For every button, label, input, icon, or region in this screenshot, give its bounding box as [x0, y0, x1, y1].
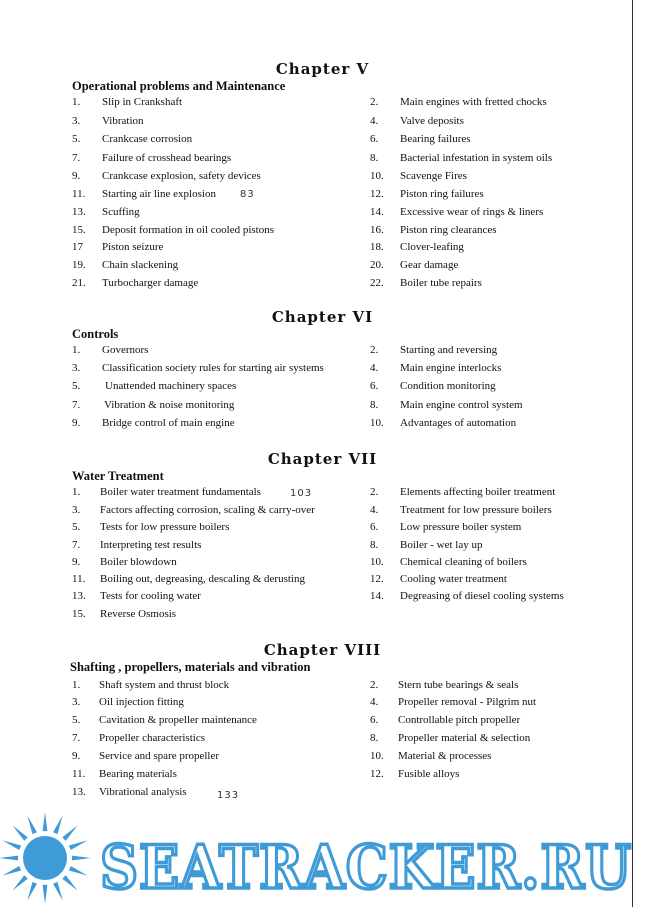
item-text: Vibration & noise monitoring: [104, 399, 235, 411]
sun-icon: [0, 810, 645, 907]
chapter-vi-title: Chapter VI: [271, 308, 374, 326]
chapter-v-title: Chapter V: [275, 60, 370, 78]
list-row: [0, 417, 645, 435]
list-row: [0, 344, 645, 362]
item-text: Starting and reversing: [400, 344, 498, 356]
item-number: 8.: [370, 732, 379, 744]
handwritten-page-note: 83: [240, 189, 255, 200]
item-number: 5.: [72, 380, 81, 392]
list-row: [0, 152, 645, 170]
list-row: [0, 714, 645, 732]
sun-ray: [12, 825, 27, 840]
item-text: Tests for low pressure boilers: [100, 521, 230, 533]
watermark-text: SEATRACKER.RU: [100, 833, 632, 903]
item-number: 15.: [72, 224, 86, 236]
item-text: Boiler blowdown: [100, 556, 177, 568]
item-number: 4.: [370, 362, 379, 374]
sun-ray: [62, 875, 77, 890]
item-text: Fusible alloys: [398, 768, 460, 780]
item-number: 1.: [72, 486, 81, 498]
sun-ray: [43, 812, 48, 831]
item-number: 5.: [72, 521, 81, 533]
item-text: Vibration: [102, 115, 144, 127]
item-number: 3.: [72, 115, 81, 127]
item-number: 2.: [370, 96, 379, 108]
item-number: 10.: [370, 417, 384, 429]
item-text: Elements affecting boiler treatment: [400, 486, 556, 498]
sun-ray: [69, 866, 88, 876]
list-row: [0, 399, 645, 417]
item-number: 19.: [72, 259, 86, 271]
item-text: Propeller characteristics: [99, 732, 205, 744]
item-number: 14.: [370, 206, 384, 218]
item-number: 1.: [72, 96, 81, 108]
list-row: [0, 362, 645, 380]
item-text: Crankcase corrosion: [102, 133, 193, 145]
item-number: 3.: [72, 362, 81, 374]
item-number: 1.: [72, 344, 81, 356]
item-number: 6.: [370, 521, 379, 533]
chapter-vii-title: Chapter VII: [267, 450, 378, 468]
list-row: [0, 486, 645, 504]
item-number: 5.: [72, 714, 81, 726]
chapter-v-heading: Operational problems and Maintenance: [72, 79, 286, 93]
handwritten-page-note: 133: [217, 790, 240, 801]
list-row: [0, 224, 645, 242]
sun-ray: [3, 866, 22, 876]
item-text: Tests for cooling water: [100, 590, 201, 602]
item-number: 12.: [370, 768, 384, 780]
sun-ray: [12, 875, 27, 890]
item-number: 20.: [370, 259, 384, 271]
item-text: Starting air line explosion: [102, 188, 216, 200]
item-number: 10.: [370, 170, 384, 182]
sun-ray: [27, 882, 37, 901]
item-text: Valve deposits: [400, 115, 464, 127]
item-number: 11.: [72, 768, 86, 780]
item-text: Governors: [102, 344, 149, 356]
item-text: Shaft system and thrust block: [99, 679, 230, 691]
list-row: [0, 206, 645, 224]
sun-ray: [53, 882, 63, 901]
sun-ray: [72, 856, 91, 861]
item-number: 9.: [72, 417, 81, 429]
item-number: 3.: [72, 504, 81, 516]
item-text: Material & processes: [398, 750, 492, 762]
list-row: [0, 539, 645, 557]
item-text: Service and spare propeller: [99, 750, 220, 762]
item-text: Gear damage: [400, 259, 459, 271]
item-text: Failure of crosshead bearings: [102, 152, 232, 164]
list-row: [0, 786, 645, 804]
item-text: Bridge control of main engine: [102, 417, 235, 429]
item-number: 4.: [370, 696, 379, 708]
list-row: [0, 115, 645, 133]
item-number: 9.: [72, 556, 81, 568]
item-number: 9.: [72, 750, 81, 762]
list-row: [0, 556, 645, 574]
item-number: 7.: [72, 152, 81, 164]
list-row: [0, 590, 645, 608]
sun-ray: [69, 840, 88, 850]
item-number: 17: [72, 241, 83, 253]
item-text: Scuffing: [102, 206, 140, 218]
item-text: Bearing materials: [99, 768, 177, 780]
chapter-viii-title: Chapter VIII: [263, 641, 382, 659]
item-text: Stern tube bearings & seals: [398, 679, 519, 691]
list-row: [0, 750, 645, 768]
sun-ray: [43, 885, 48, 904]
list-row: [0, 696, 645, 714]
item-number: 6.: [370, 380, 379, 392]
item-text: Slip in Crankshaft: [102, 96, 183, 108]
sun-ray: [27, 816, 37, 835]
item-text: Controllable pitch propeller: [398, 714, 521, 726]
item-text: Cavitation & propeller maintenance: [99, 714, 257, 726]
item-text: Piston seizure: [102, 241, 164, 253]
sun-ray: [62, 825, 77, 840]
sun-ray: [0, 856, 18, 861]
list-row: [0, 573, 645, 591]
item-number: 5.: [72, 133, 81, 145]
item-text: Interpreting test results: [100, 539, 202, 551]
item-text: Excessive wear of rings & liners: [400, 206, 544, 218]
item-text: Treatment for low pressure boilers: [400, 504, 552, 516]
item-text: Piston ring failures: [400, 188, 484, 200]
item-text: Boiler water treatment fundamentals: [100, 486, 261, 498]
item-text: Chemical cleaning of boilers: [400, 556, 527, 568]
item-number: 11.: [72, 573, 86, 585]
item-text: Boiler tube repairs: [400, 277, 482, 289]
item-text: Cooling water treatment: [400, 573, 507, 585]
item-text: Main engine control system: [400, 399, 523, 411]
handwritten-page-note: 103: [290, 488, 313, 499]
chapter-vii-heading: Water Treatment: [72, 469, 164, 483]
item-text: Degreasing of diesel cooling systems: [400, 590, 564, 602]
item-text: Crankcase explosion, safety devices: [102, 170, 261, 182]
item-number: 11.: [72, 188, 86, 200]
item-number: 2.: [370, 344, 379, 356]
list-row: [0, 241, 645, 259]
list-row: [0, 768, 645, 786]
list-row: [0, 277, 645, 295]
list-row: [0, 96, 645, 114]
list-row: [0, 608, 645, 626]
item-text: Bearing failures: [400, 133, 471, 145]
item-number: 12.: [370, 188, 384, 200]
item-number: 16.: [370, 224, 384, 236]
list-row: [0, 380, 645, 398]
item-number: 8.: [370, 539, 379, 551]
item-number: 12.: [370, 573, 384, 585]
list-row: [0, 679, 645, 697]
item-number: 8.: [370, 152, 379, 164]
item-number: 15.: [72, 608, 86, 620]
item-text: Classification society rules for starting air systems: [102, 362, 324, 374]
watermark: [0, 810, 645, 907]
item-text: Clover-leafing: [400, 241, 464, 253]
item-number: 10.: [370, 556, 384, 568]
item-number: 13.: [72, 206, 86, 218]
sun-ray: [3, 840, 22, 850]
item-number: 14.: [370, 590, 384, 602]
item-number: 6.: [370, 133, 379, 145]
item-text: Main engines with fretted chocks: [400, 96, 547, 108]
item-number: 8.: [370, 399, 379, 411]
item-number: 13.: [72, 590, 86, 602]
item-text: Factors affecting corrosion, scaling & carry-over: [100, 504, 315, 516]
list-row: [0, 188, 645, 206]
item-text: Vibrational analysis: [99, 786, 187, 798]
item-text: Boiling out, degreasing, descaling & derusting: [100, 573, 305, 585]
item-text: Turbocharger damage: [102, 277, 199, 289]
item-text: Unattended machinery spaces: [105, 380, 237, 392]
item-number: 6.: [370, 714, 379, 726]
list-row: [0, 259, 645, 277]
list-row: [0, 170, 645, 188]
item-number: 18.: [370, 241, 384, 253]
item-number: 9.: [72, 170, 81, 182]
item-text: Advantages of automation: [400, 417, 517, 429]
item-text: Propeller removal - Pilgrim nut: [398, 696, 537, 708]
item-text: Deposit formation in oil cooled pistons: [102, 224, 275, 236]
item-number: 7.: [72, 732, 81, 744]
sun-ray: [53, 816, 63, 835]
item-text: Boiler - wet lay up: [400, 539, 483, 551]
item-text: Chain slackening: [102, 259, 179, 271]
item-text: Reverse Osmosis: [100, 608, 177, 620]
item-number: 21.: [72, 277, 86, 289]
item-number: 2.: [370, 486, 379, 498]
item-number: 10.: [370, 750, 384, 762]
item-number: 13.: [72, 786, 86, 798]
list-row: [0, 521, 645, 539]
list-row: [0, 504, 645, 522]
item-number: 4.: [370, 504, 379, 516]
sun-disc: [23, 836, 67, 880]
item-text: Propeller material & selection: [398, 732, 531, 744]
item-number: 7.: [72, 399, 81, 411]
item-number: 4.: [370, 115, 379, 127]
item-text: Piston ring clearances: [400, 224, 497, 236]
item-number: 3.: [72, 696, 81, 708]
chapter-vi-heading: Controls: [72, 327, 119, 341]
item-text: Bacterial infestation in system oils: [400, 152, 553, 164]
item-number: 7.: [72, 539, 81, 551]
item-text: Low pressure boiler system: [400, 521, 522, 533]
item-text: Scavenge Fires: [400, 170, 467, 182]
item-text: Main engine interlocks: [400, 362, 502, 374]
list-row: [0, 732, 645, 750]
chapter-viii-heading: Shafting , propellers, materials and vibration: [70, 660, 311, 674]
item-text: Oil injection fitting: [99, 696, 184, 708]
list-row: [0, 133, 645, 151]
item-number: 2.: [370, 679, 379, 691]
item-number: 22.: [370, 277, 384, 289]
item-number: 1.: [72, 679, 81, 691]
item-text: Condition monitoring: [400, 380, 496, 392]
